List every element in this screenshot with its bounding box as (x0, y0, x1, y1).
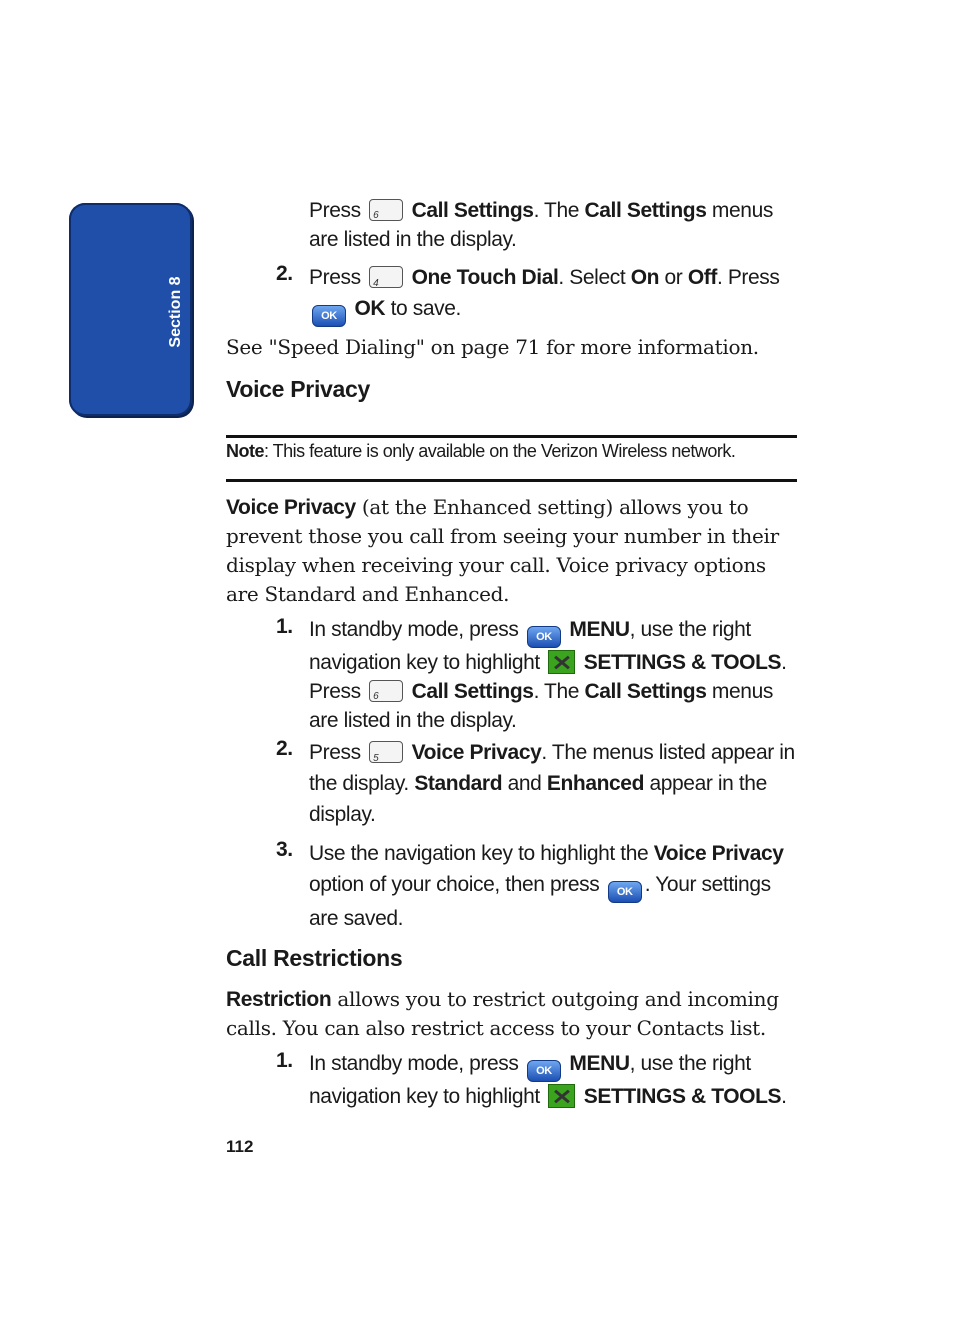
ok-key-icon: OK (527, 1060, 561, 1082)
key-4-icon: 4 (369, 266, 403, 288)
see-also-text: See "Speed Dialing" on page 71 for more information. (226, 335, 759, 359)
call-restrictions-intro: Restriction allows you to restrict outgoing and incoming calls. You can also restrict access to your Contacts list. (226, 987, 779, 1040)
section-tab-label: Section 8 (167, 276, 184, 348)
page-number: 112 (226, 1137, 254, 1156)
voice-privacy-intro: Voice Privacy (at the Enhanced setting) allows you to prevent those you call from seeing your number in their display when receiving your call. Voice privacy options are Standard and Enhanced. (226, 495, 779, 606)
ok-key-icon: OK (527, 626, 561, 648)
settings-tools-icon (548, 650, 575, 674)
voice-privacy-heading: Voice Privacy (226, 376, 370, 402)
call-restrictions-heading: Call Restrictions (226, 945, 403, 971)
key-6-icon: 6 (369, 199, 403, 221)
key-5-icon: 5 (369, 741, 403, 763)
settings-tools-icon (548, 1084, 575, 1108)
ok-key-icon: OK (312, 305, 346, 327)
ok-key-icon: OK (608, 881, 642, 903)
note-text: Note: This feature is only available on the Verizon Wireless network. (226, 441, 736, 461)
note-bottom-rule (226, 479, 797, 482)
note-top-rule (226, 435, 797, 438)
key-6-icon: 6 (369, 680, 403, 702)
